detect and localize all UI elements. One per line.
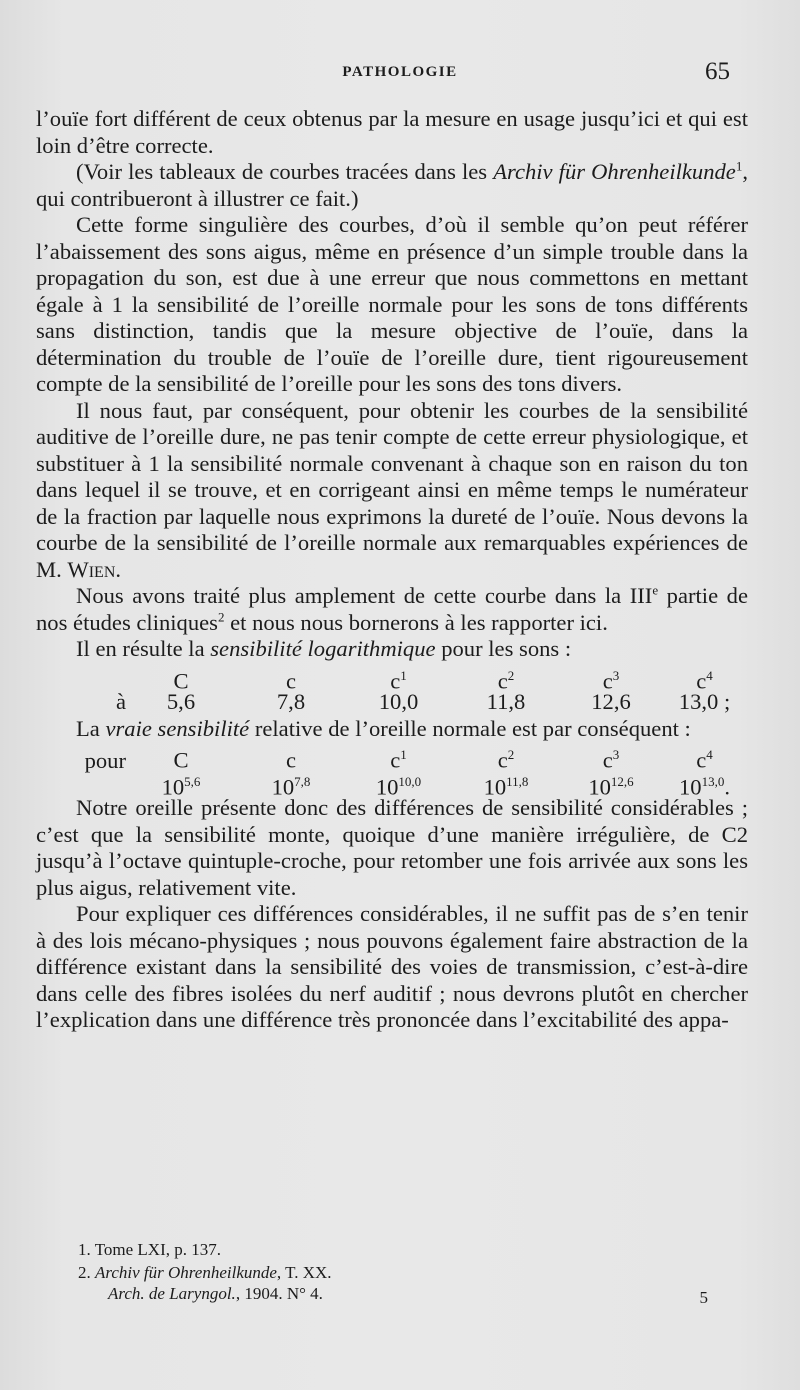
true-values-row bbox=[36, 769, 748, 800]
tone-label: C bbox=[173, 747, 189, 773]
tone-label: c bbox=[285, 668, 297, 694]
text-run: Il en résulte la bbox=[76, 636, 211, 661]
tone-label: $c^2$ bbox=[497, 667, 515, 694]
text-run: partie de nos études cliniques bbox=[36, 583, 748, 635]
log-value: 12,6 bbox=[591, 689, 631, 714]
footnote-marker[interactable]: 2 bbox=[217, 608, 225, 624]
paragraph-log-intro bbox=[36, 636, 748, 663]
tone-label: $c^3$ bbox=[602, 747, 620, 773]
paragraph-archiv-reference bbox=[36, 159, 748, 212]
text-run: . bbox=[115, 556, 122, 582]
log-values-row bbox=[36, 689, 748, 716]
page-body bbox=[36, 106, 748, 1034]
footnote-text: , T. XX. bbox=[276, 1263, 332, 1282]
tone-label: $c^4$ bbox=[696, 747, 713, 773]
power-value: 10$^{7,8}$ bbox=[271, 773, 311, 800]
text-run: Nous avons traité plus amplement de cette courbe dans la bbox=[76, 583, 630, 608]
tone-label: $c^3$ bbox=[602, 667, 620, 694]
row-prefix: à bbox=[115, 689, 126, 714]
paragraph-curve-form: Cette forme singulière des courbes, d’où il semble qu’on peut référer l’abaissement des sons aigus, même en présence d’un simple trouble dans la propagation du son, est due à une erreur que nous commettons en mettant égale à 1 la sensibilité de l’oreille normale pour les sons de tons différents sans distinction, tandis que la mesure objective de l’ouïe, dans la détermination du trouble de l’ouïe de l’oreille dure, tient rigoureusement compte de la sensibilité de l’oreille pour les sons des tons divers. bbox=[36, 212, 748, 396]
text-run: Il nous faut, par conséquent, pour obtenir les courbes de la sensibilité auditive de l’oreille dure, ne pas tenir compte de cette erreur physiologique, et substituer à 1 la sensibilité normale convenant à chaque son en raison du ton dans lequel il se trouve, et en corrigeant ainsi en même temps le numérateur de la fraction par laquelle nous exprimons la dureté de l’ouïe. Nous devons la courbe de la sensibilité de l’oreille normale aux remarquables expériences de M. bbox=[36, 397, 748, 582]
ordinal-suffix: e bbox=[652, 582, 659, 598]
footnote-text: Tome LXI, p. 137. bbox=[94, 1240, 221, 1259]
footnotes bbox=[78, 1238, 718, 1284]
paragraph-true-sensitivity bbox=[36, 716, 748, 743]
footnote bbox=[78, 1238, 718, 1261]
tone-label: $c^2$ bbox=[497, 747, 515, 773]
journal-abbrev: Arch. de Laryngol. bbox=[108, 1284, 236, 1303]
text-run: et nous nous bornerons à les rapporter ici. bbox=[224, 609, 608, 635]
issue-info: , 1904. N° 4. bbox=[235, 1284, 323, 1303]
power-value: 10$^{13,0}$. bbox=[679, 773, 730, 800]
paragraph-continuation: l’ouïe fort différent de ceux obtenus par la mesure en usage jusqu’ici et qui est loin d’être correcte. bbox=[36, 106, 748, 158]
emphasis: sensibilité logarithmique bbox=[210, 636, 436, 661]
text-run: relative de l’oreille normale est par conséquent : bbox=[249, 715, 691, 741]
page-number: 65 bbox=[705, 58, 730, 85]
log-value: 10,0 bbox=[378, 689, 419, 714]
journal-title: Archiv für Ohrenheilkunde bbox=[95, 1263, 277, 1282]
journal-title: Archiv für Ohrenheilkunde bbox=[493, 159, 736, 184]
running-head: PATHOLOGIE bbox=[342, 64, 458, 80]
tone-label: c bbox=[285, 747, 297, 773]
row-prefix: pour bbox=[84, 747, 126, 773]
text-run: pour les sons : bbox=[435, 636, 572, 661]
paragraph-explanation: Pour expliquer ces différences considérables, il ne suffit pas de s’en tenir à des lois mécano-physiques ; nous pouvons également faire abstraction de la différence existant dans la sensibilité des voies de transmission, c’est-à-dire dans celle des fibres isolées du nerf auditif ; nous devrons plutôt en chercher l’explication dans une différence très prononcée dans l’excitabilité des appa- bbox=[36, 901, 748, 1032]
footnote bbox=[78, 1261, 718, 1284]
tone-names-row-2 bbox=[36, 742, 748, 773]
roman-numeral: III bbox=[629, 583, 653, 608]
power-value: 10$^{5,6}$ bbox=[161, 773, 201, 800]
tone-label: $c^4$ bbox=[696, 667, 713, 694]
log-value: 11,8 bbox=[486, 689, 526, 714]
power-value: 10$^{11,8}$ bbox=[483, 773, 529, 800]
text-run: (Voir les tableaux de courbes tracées dans les bbox=[76, 159, 494, 184]
log-value: 13,0 ; bbox=[678, 689, 731, 714]
signature-line bbox=[108, 1284, 708, 1307]
power-value: 10$^{12,6}$ bbox=[588, 773, 634, 800]
tone-label: $c^1$ bbox=[390, 747, 407, 773]
paragraph-physiological-error bbox=[36, 398, 748, 584]
author-name: Wien bbox=[67, 556, 116, 582]
sheet-number: 5 bbox=[699, 1288, 708, 1307]
log-value: 7,8 bbox=[276, 689, 306, 714]
emphasis: vraie sensibilité bbox=[105, 715, 250, 741]
page-header bbox=[0, 58, 800, 88]
footnote-number: 1. bbox=[78, 1240, 91, 1259]
tone-label: $c^1$ bbox=[390, 667, 407, 694]
footnote-marker[interactable]: 1 bbox=[735, 158, 743, 174]
tone-names-row bbox=[36, 663, 748, 694]
text-run: , qui contribueront à illustrer ce fait.) bbox=[36, 159, 748, 211]
tone-label: C bbox=[173, 668, 189, 694]
log-value: 5,6 bbox=[166, 689, 196, 714]
text-run: La bbox=[76, 715, 106, 741]
footnote-number: 2. bbox=[78, 1263, 91, 1282]
power-value: 10$^{10,0}$ bbox=[375, 773, 422, 800]
paragraph-clinical-studies bbox=[36, 583, 748, 636]
paragraph-differences: Notre oreille présente donc des différences de sensibilité considérables ; c’est que la sensibilité monte, quoique d’une manière irrégulière, de C2 jusqu’à l’octave quintuple-croche, pour retomber une fois arrivée aux sons les plus aigus, relativement vite. bbox=[36, 795, 748, 900]
